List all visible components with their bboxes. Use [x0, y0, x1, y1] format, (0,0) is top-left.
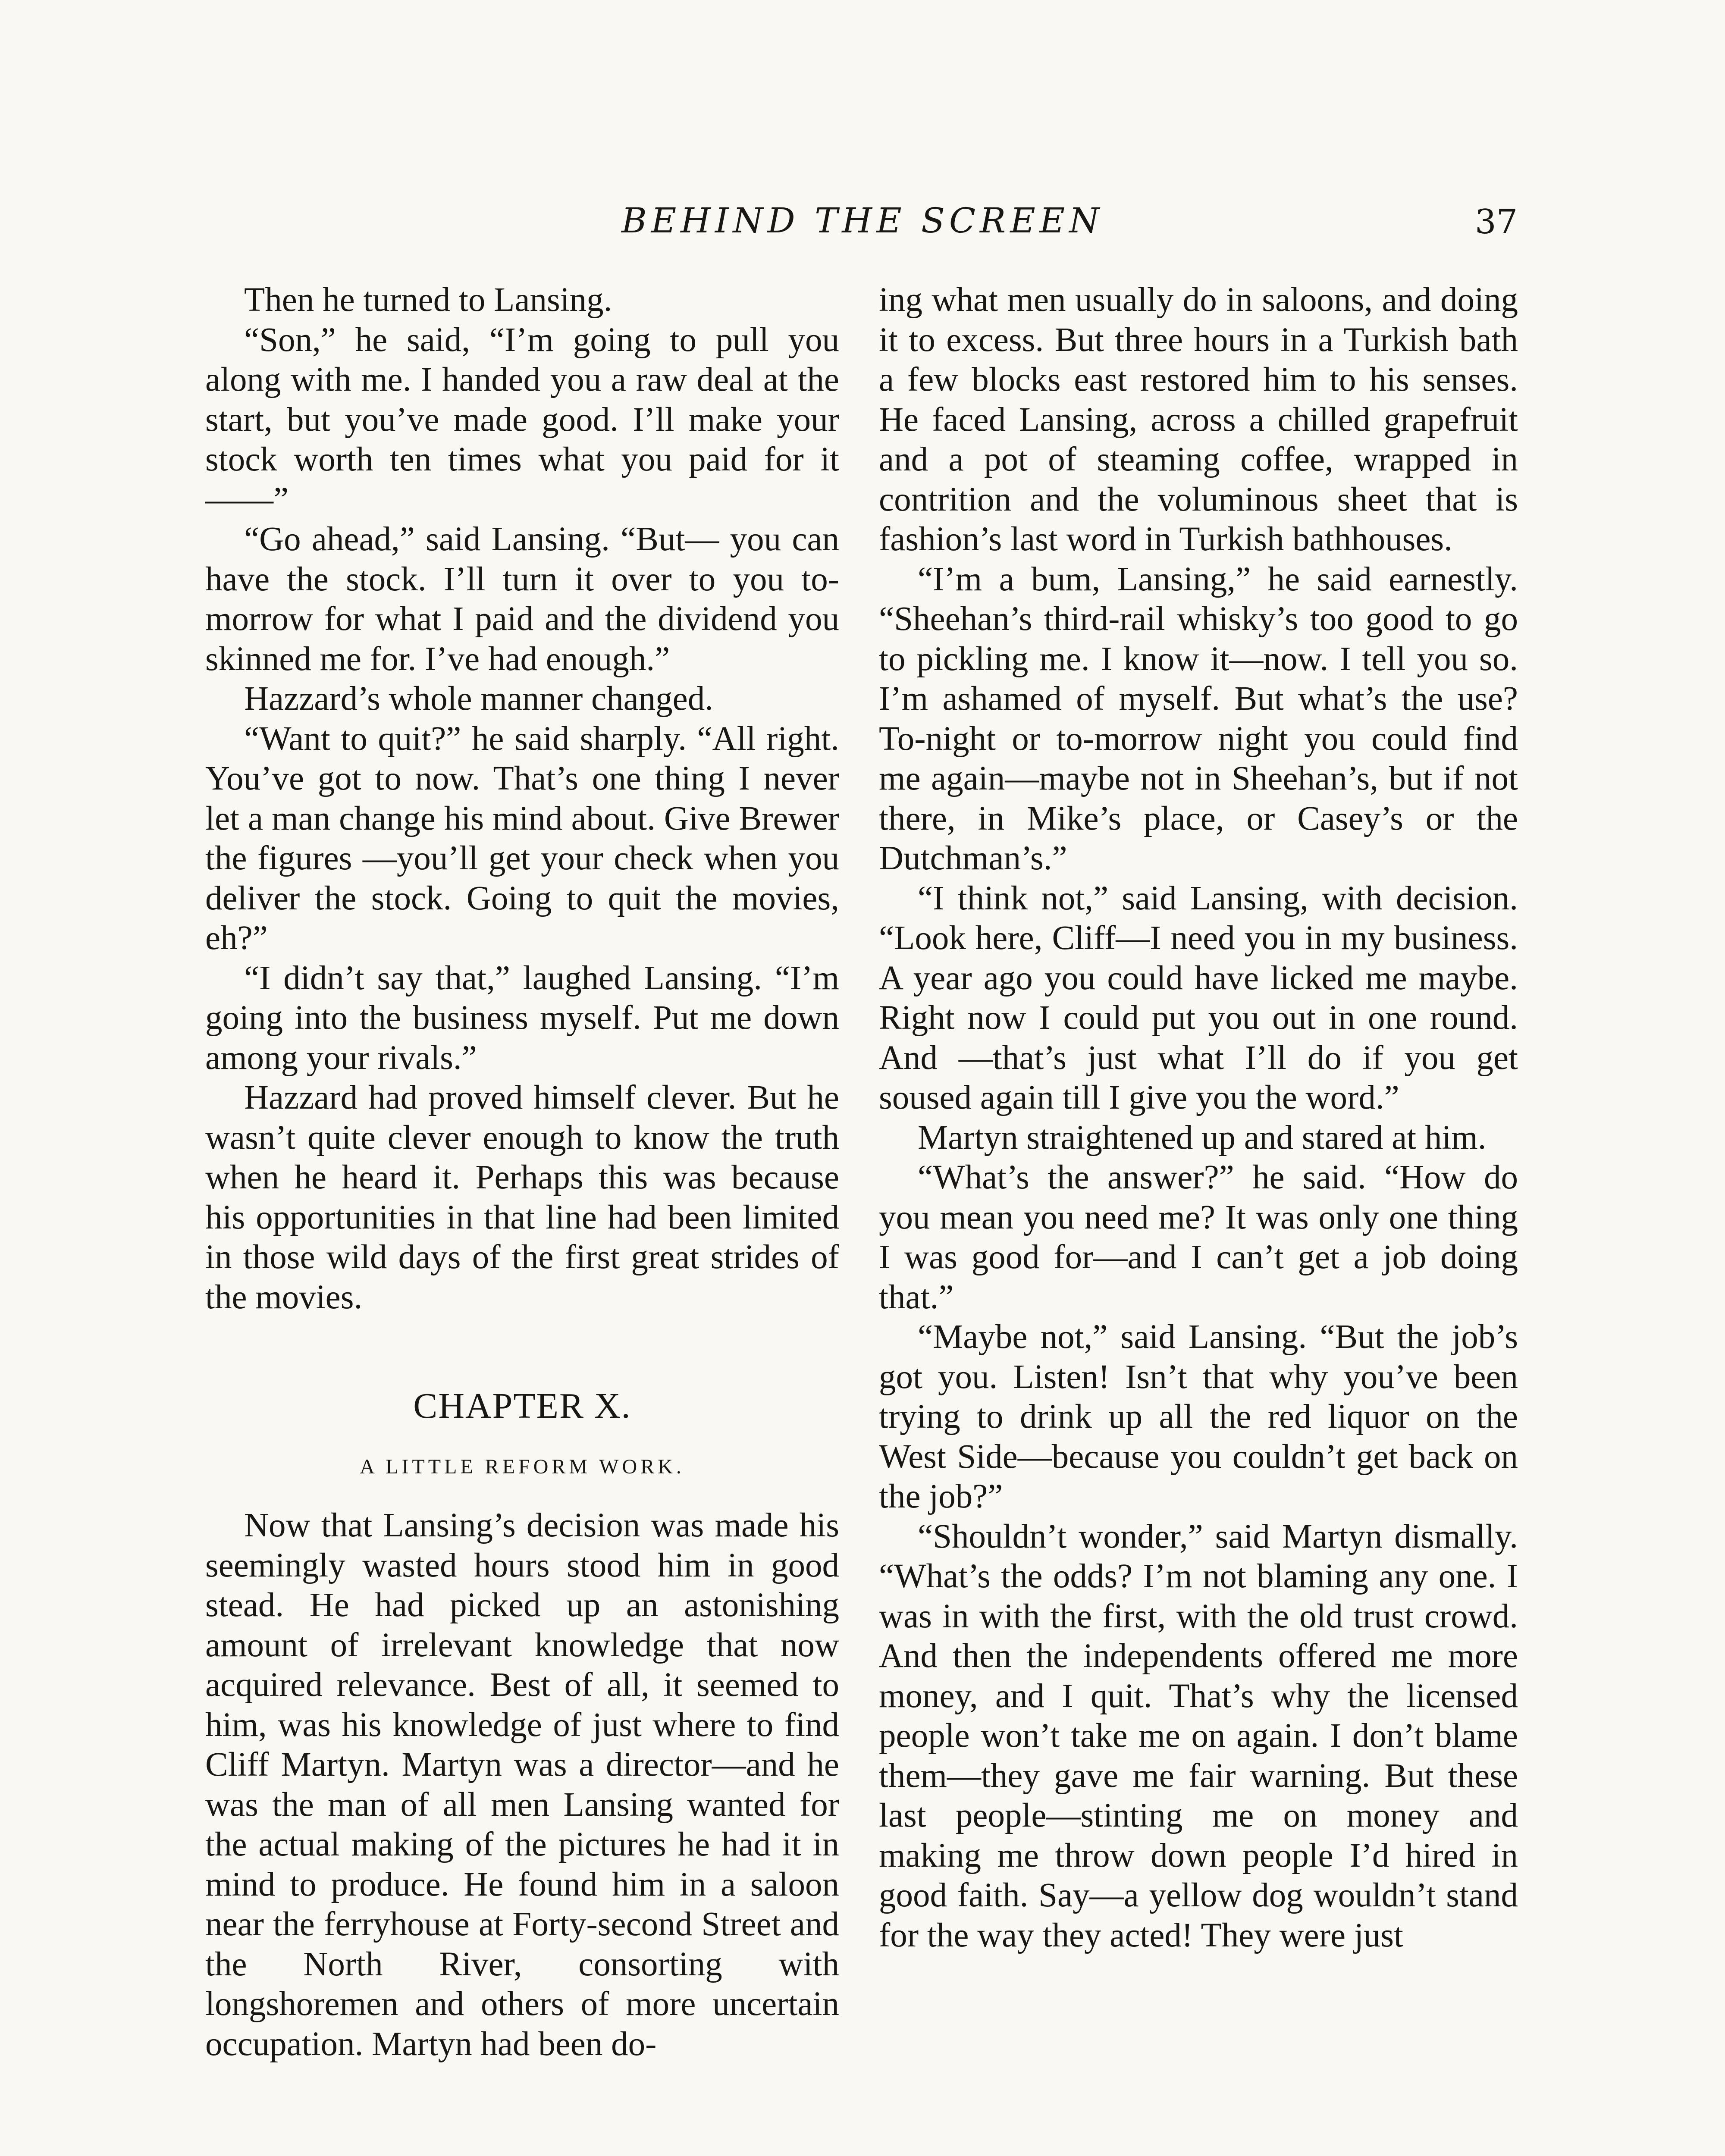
running-title: BEHIND THE SCREEN	[621, 201, 1104, 241]
paragraph: “Go ahead,” said Lansing. “But— you can have the stock. I’ll turn it over to you to-morrow for what I paid and the dividend you skinned me for. I’ve had enough.”	[205, 520, 839, 678]
paragraph: “I’m a bum, Lansing,” he said earnestly. “Sheehan’s third-rail whisky’s too good to go to pickling me. I know it—now. I tell you so. I’m ashamed of myself. But what’s the use? To-night or to-morrow night you could find me again—maybe not in Sheehan’s, but if not there, in Mike’s place, or Casey’s or the Dutchman’s.”	[879, 560, 1518, 877]
paragraph: “I didn’t say that,” laughed Lansing. “I’m going into the business myself. Put me down among your rivals.”	[205, 959, 839, 1077]
paragraph: Then he turned to Lansing.	[244, 281, 612, 319]
paragraph: “Son,” he said, “I’m going to pull you along with me. I handed you a raw deal at the start, but you’ve made good. I’ll make your stock worth ten times what you paid for it——”	[205, 321, 839, 518]
paragraph: Hazzard had proved himself clever. But he wasn’t quite clever enough to know the truth when he heard it. Perhaps this was because his opportunities in that line had been limited in those wild days of the first great strides of the movies.	[205, 1079, 839, 1316]
paragraph: “Maybe not,” said Lansing. “But the job’s got you. Listen! Isn’t that why you’ve been trying to drink up all the red liquor on the West Side—because you couldn’t get back on the job?”	[879, 1318, 1518, 1515]
paragraph: “What’s the answer?” he said. “How do you mean you need me? It was only one thing I was good for—and I can’t get a job doing that.”	[879, 1159, 1518, 1316]
paragraph: Martyn straightened up and stared at him.	[918, 1119, 1487, 1156]
paragraph-continued: ing what men usually do in saloons, and doing it to excess. But three hours in a Turkish bath a few blocks east restored him to his senses. He faced Lansing, across a chilled grapefruit and a pot of steaming coffee, wrapped in contrition and the voluminous sheet that is fashion’s last word in Turkish bathhouses.	[879, 281, 1518, 558]
paragraph: “Want to quit?” he said sharply. “All right. You’ve got to now. That’s one thing I never let a man change his mind about. Give Brewer the figures —you’ll get your check when you deliver the stock. Going to quit the movies, eh?”	[205, 720, 839, 957]
paragraph: Now that Lansing’s decision was made his seemingly wasted hours stood him in good stead. He had picked up an astonishing amount of irrelevant knowledge that now acquired relevance. Best of all, it seemed to him, was his knowledge of just where to find Cliff Martyn. Martyn was a director—and he was the man of all men Lansing wanted for the actual making of the pictures he had it in mind to produce. He found him in a saloon near the ferryhouse at Forty-second Street and the North River, consorting with longshoremen and others of more uncertain occupation. Martyn had been do-	[205, 1507, 839, 2063]
paragraph: “Shouldn’t wonder,” said Martyn dismally. “What’s the odds? I’m not blaming any one. I was in with the first, with the old trust crowd. And then the independents offered me more money, and I quit. That’s why the licensed people won’t take me on again. I don’t blame them—they gave me fair warning. But these last people—stinting me on money and making me throw down people I’d hired in good faith. Say—a yellow dog wouldn’t stand for the way they acted! They were just	[879, 1517, 1518, 1954]
paragraph: Hazzard’s whole manner changed.	[244, 680, 713, 718]
page-number: 37	[1475, 203, 1518, 241]
left-column	[205, 280, 839, 2064]
chapter-heading: CHAPTER X.	[413, 1386, 631, 1426]
paragraph: “I think not,” said Lansing, with decision. “Look here, Cliff—I need you in my business. A year ago you could have licked me maybe. Right now I could put you out in one round. And —that’s just what I’ll do if you get soused again till I give you the word.”	[879, 879, 1518, 1116]
right-column	[879, 280, 1518, 1955]
chapter-subtitle: A LITTLE REFORM WORK.	[360, 1455, 685, 1478]
